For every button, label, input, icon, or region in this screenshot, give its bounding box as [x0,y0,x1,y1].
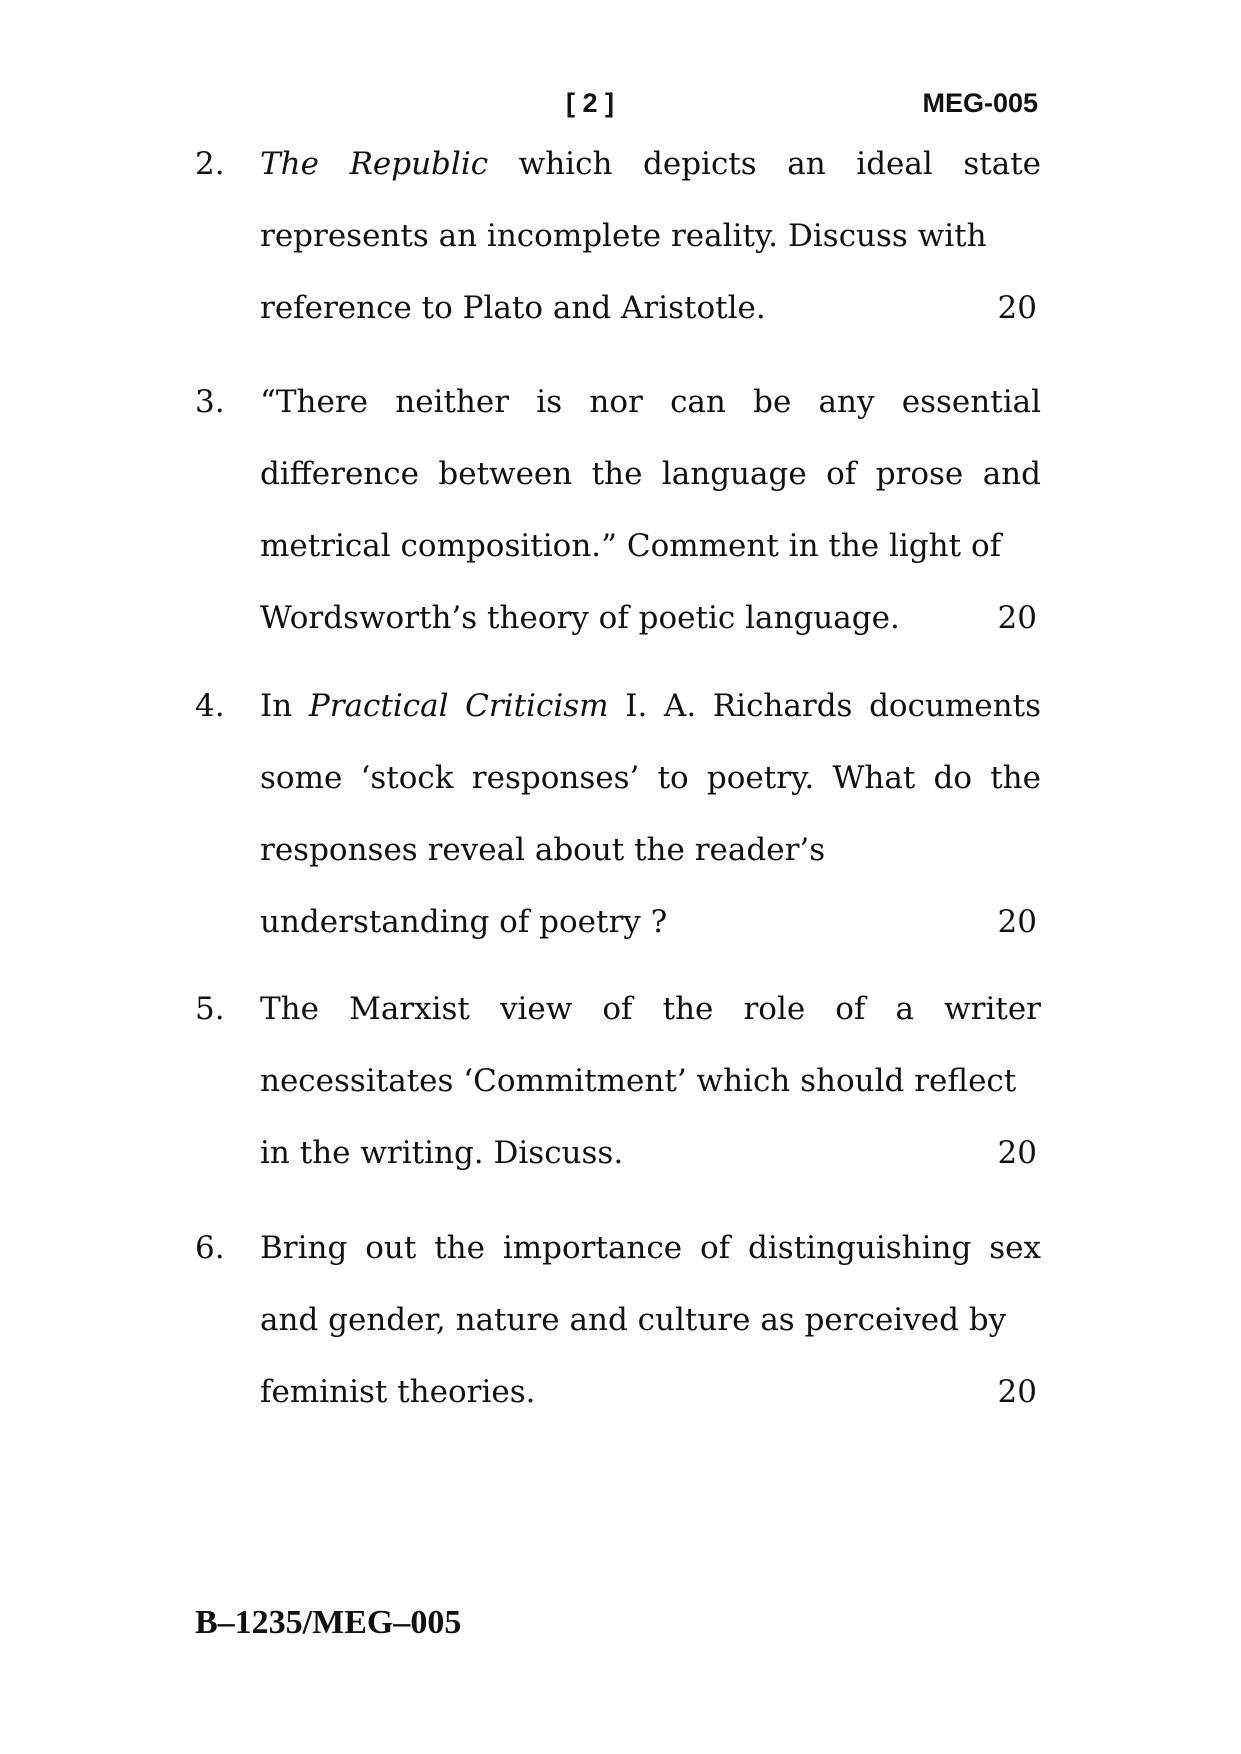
question-text: Bring out the importance of distinguishing sex and gender, nature and culture as perceived by [260,1230,1041,1338]
marks: 20 [997,290,1037,326]
question-text: I. A. Richards documents some ‘stock responses’ to poetry. What do the responses reveal about the reader’s [260,688,1041,868]
marks: 20 [997,904,1037,940]
footer-paper-code: B–1235/MEG–005 [195,1604,462,1641]
marks: 20 [997,1374,1037,1410]
question-5 [195,973,1041,1189]
question-text-end: understanding of poetry ? [260,904,668,940]
book-title: Practical Criticism [308,688,609,724]
question-text: which depicts an ideal state represents an incomplete reality. Discuss with [260,146,1042,254]
question-text-end: reference to Plato and Aristotle. [260,290,766,326]
question-number: 3. [195,384,225,420]
marks: 20 [997,1135,1037,1171]
question-number: 2. [195,146,225,182]
question-4 [195,670,1041,958]
question-text-start: In [260,688,309,724]
question-text: “There neither is nor can be any essential difference between the language of prose and metrical composition.” Comment in the light of [260,384,1041,564]
question-2 [195,128,1041,344]
question-text-end: Wordsworth’s theory of poetic language. [260,600,900,636]
question-number: 5. [195,991,225,1027]
question-text-end: in the writing. Discuss. [260,1135,624,1171]
marks: 20 [997,600,1037,636]
question-number: 6. [195,1230,225,1266]
course-code: MEG-005 [922,88,1038,118]
question-text-end: feminist theories. [260,1374,536,1410]
question-text: The Marxist view of the role of a writer necessitates ‘Commitment’ which should reflect [260,991,1041,1099]
question-6 [195,1212,1041,1428]
book-title: The Republic [260,146,489,182]
question-number: 4. [195,688,225,724]
page-number: [ 2 ] [565,88,614,118]
question-3 [195,366,1041,654]
